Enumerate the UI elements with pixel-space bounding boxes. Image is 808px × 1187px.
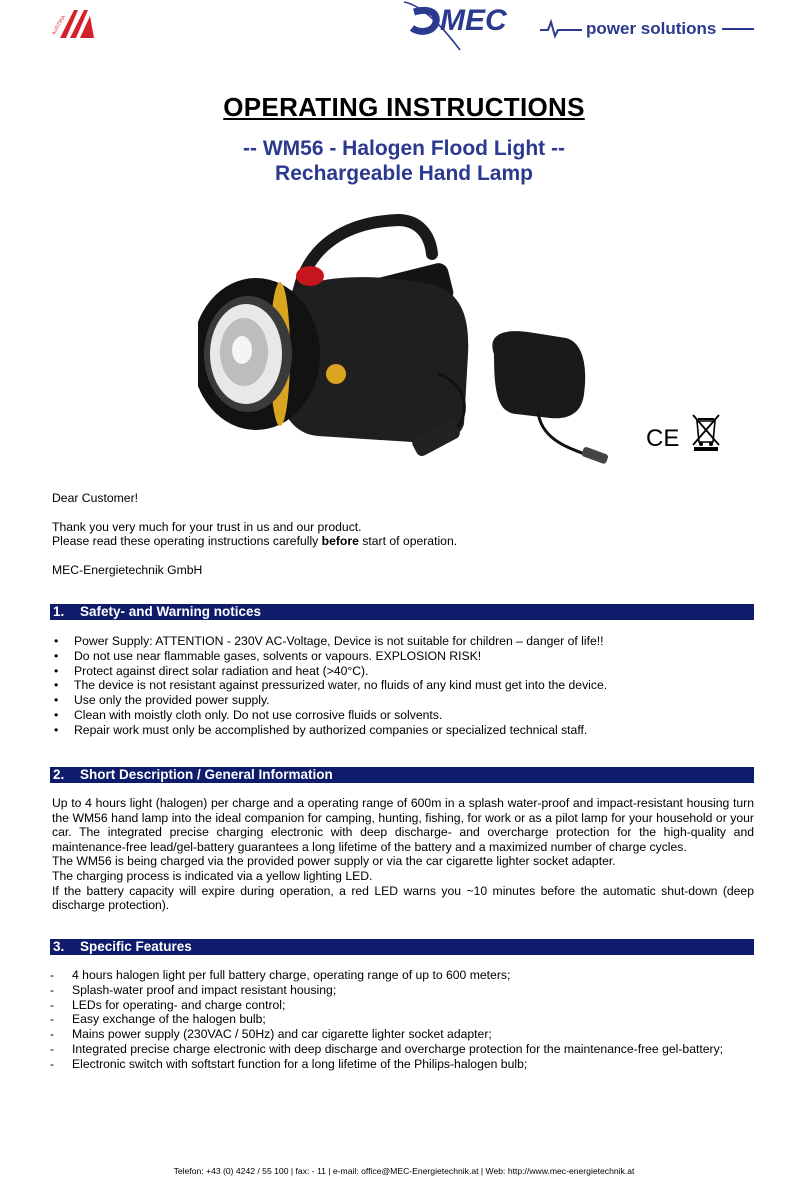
safety-list (52, 634, 754, 738)
list-item: - Electronic switch with softstart function for a long lifetime of the Philips-halogen bulb; (50, 1057, 754, 1072)
list-item: - LEDs for operating- and charge control; (50, 998, 754, 1013)
list-item: • Use only the provided power supply. (52, 693, 754, 708)
austria-badge-text: AUSTRIA (51, 14, 68, 37)
section-title: Specific Features (80, 939, 192, 954)
section-title: Safety- and Warning notices (80, 604, 262, 619)
section-header-features (50, 939, 754, 955)
list-item: - Easy exchange of the halogen bulb; (50, 1012, 754, 1027)
thanks-text-after: start of operation. (358, 534, 458, 548)
section-number: 2. (53, 767, 65, 782)
section-title: Short Description / General Information (80, 767, 333, 782)
austria-logo (46, 8, 96, 40)
description-paragraph: If the battery capacity will expire during operation, a red LED warns you ~10 minutes before the automatic shut-down (deep discharge protection). (52, 883, 754, 913)
thanks-text-before: Please read these operating instructions carefully (52, 534, 322, 548)
thanks-text-bold: before (321, 534, 359, 548)
product-photo (198, 214, 618, 484)
thanks-line-1: Thank you very much for your trust in us and our product. (52, 520, 362, 534)
list-item: • Clean with moistly cloth only. Do not use corrosive fluids or solvents. (52, 708, 754, 723)
mec-wordmark: MEC (440, 4, 507, 37)
description-paragraph: The WM56 is being charged via the provided power supply or via the car cigarette lighter socket adapter. (52, 854, 616, 869)
list-item: • Power Supply: ATTENTION - 230V AC-Voltage, Device is not suitable for children – danger of life!! (52, 634, 754, 649)
greeting: Dear Customer! (52, 491, 139, 505)
page-title: OPERATING INSTRUCTIONS (223, 92, 585, 122)
section-header-safety (50, 604, 754, 620)
list-item: - Integrated precise charge electronic with deep discharge and overcharge protection for the maintenance-free gel-battery; (50, 1042, 754, 1057)
description-paragraph: Up to 4 hours light (halogen) per charge and a operating range of 600m in a splash water-proof and impact-resistant housing turn the WM56 hand lamp into the ideal companion for camping, hunting, fishing, for work or as a pilot lamp for your household or your car. The integrated precise charging electronic with deep discharge- and overcharge protection for the high-quality and maintenance-free lead/gel-battery guarantees a long lifetime of the battery and a maximized number of charge cycles. (52, 796, 754, 854)
company-signature: MEC-Energietechnik GmbH (52, 563, 203, 577)
list-item: • The device is not resistant against pressurized water, no fluids of any kind must get into the device. (52, 678, 754, 693)
description-text (52, 796, 754, 913)
subtitle-line-1: -- WM56 - Halogen Flood Light -- (243, 137, 565, 160)
list-item: - Mains power supply (230VAC / 50Hz) and car cigarette lighter socket adapter; (50, 1027, 754, 1042)
section-number: 1. (53, 604, 65, 619)
section-number: 3. (53, 939, 65, 954)
list-item: • Do not use near flammable gases, solvents or vapours. EXPLOSION RISK! (52, 649, 754, 664)
features-list (50, 968, 754, 1072)
footer-contact: Telefon: +43 (0) 4242 / 55 100 | fax: - 11 | e-mail: office@MEC-Energietechnik.at | Web: http://www.mec-energietechnik.at (173, 1166, 635, 1176)
mec-tagline: power solutions (586, 19, 717, 38)
list-item: • Protect against direct solar radiation and heat (>40°C). (52, 664, 754, 679)
list-item: • Repair work must only be accomplished by authorized companies or specialized technical staff. (52, 723, 754, 738)
subtitle-line-2: Rechargeable Hand Lamp (275, 162, 533, 185)
mec-logo (398, 0, 758, 52)
weee-bin-icon (690, 412, 722, 452)
svg-text:CE: CE (646, 425, 680, 450)
thanks-line-2 (52, 534, 754, 549)
section-header-description (50, 767, 754, 783)
ce-mark-icon (646, 424, 680, 450)
description-paragraph: The charging process is indicated via a yellow lighting LED. (52, 868, 373, 883)
list-item: - 4 hours halogen light per full battery charge, operating range of up to 600 meters; (50, 968, 754, 983)
list-item: - Splash-water proof and impact resistant housing; (50, 983, 754, 998)
